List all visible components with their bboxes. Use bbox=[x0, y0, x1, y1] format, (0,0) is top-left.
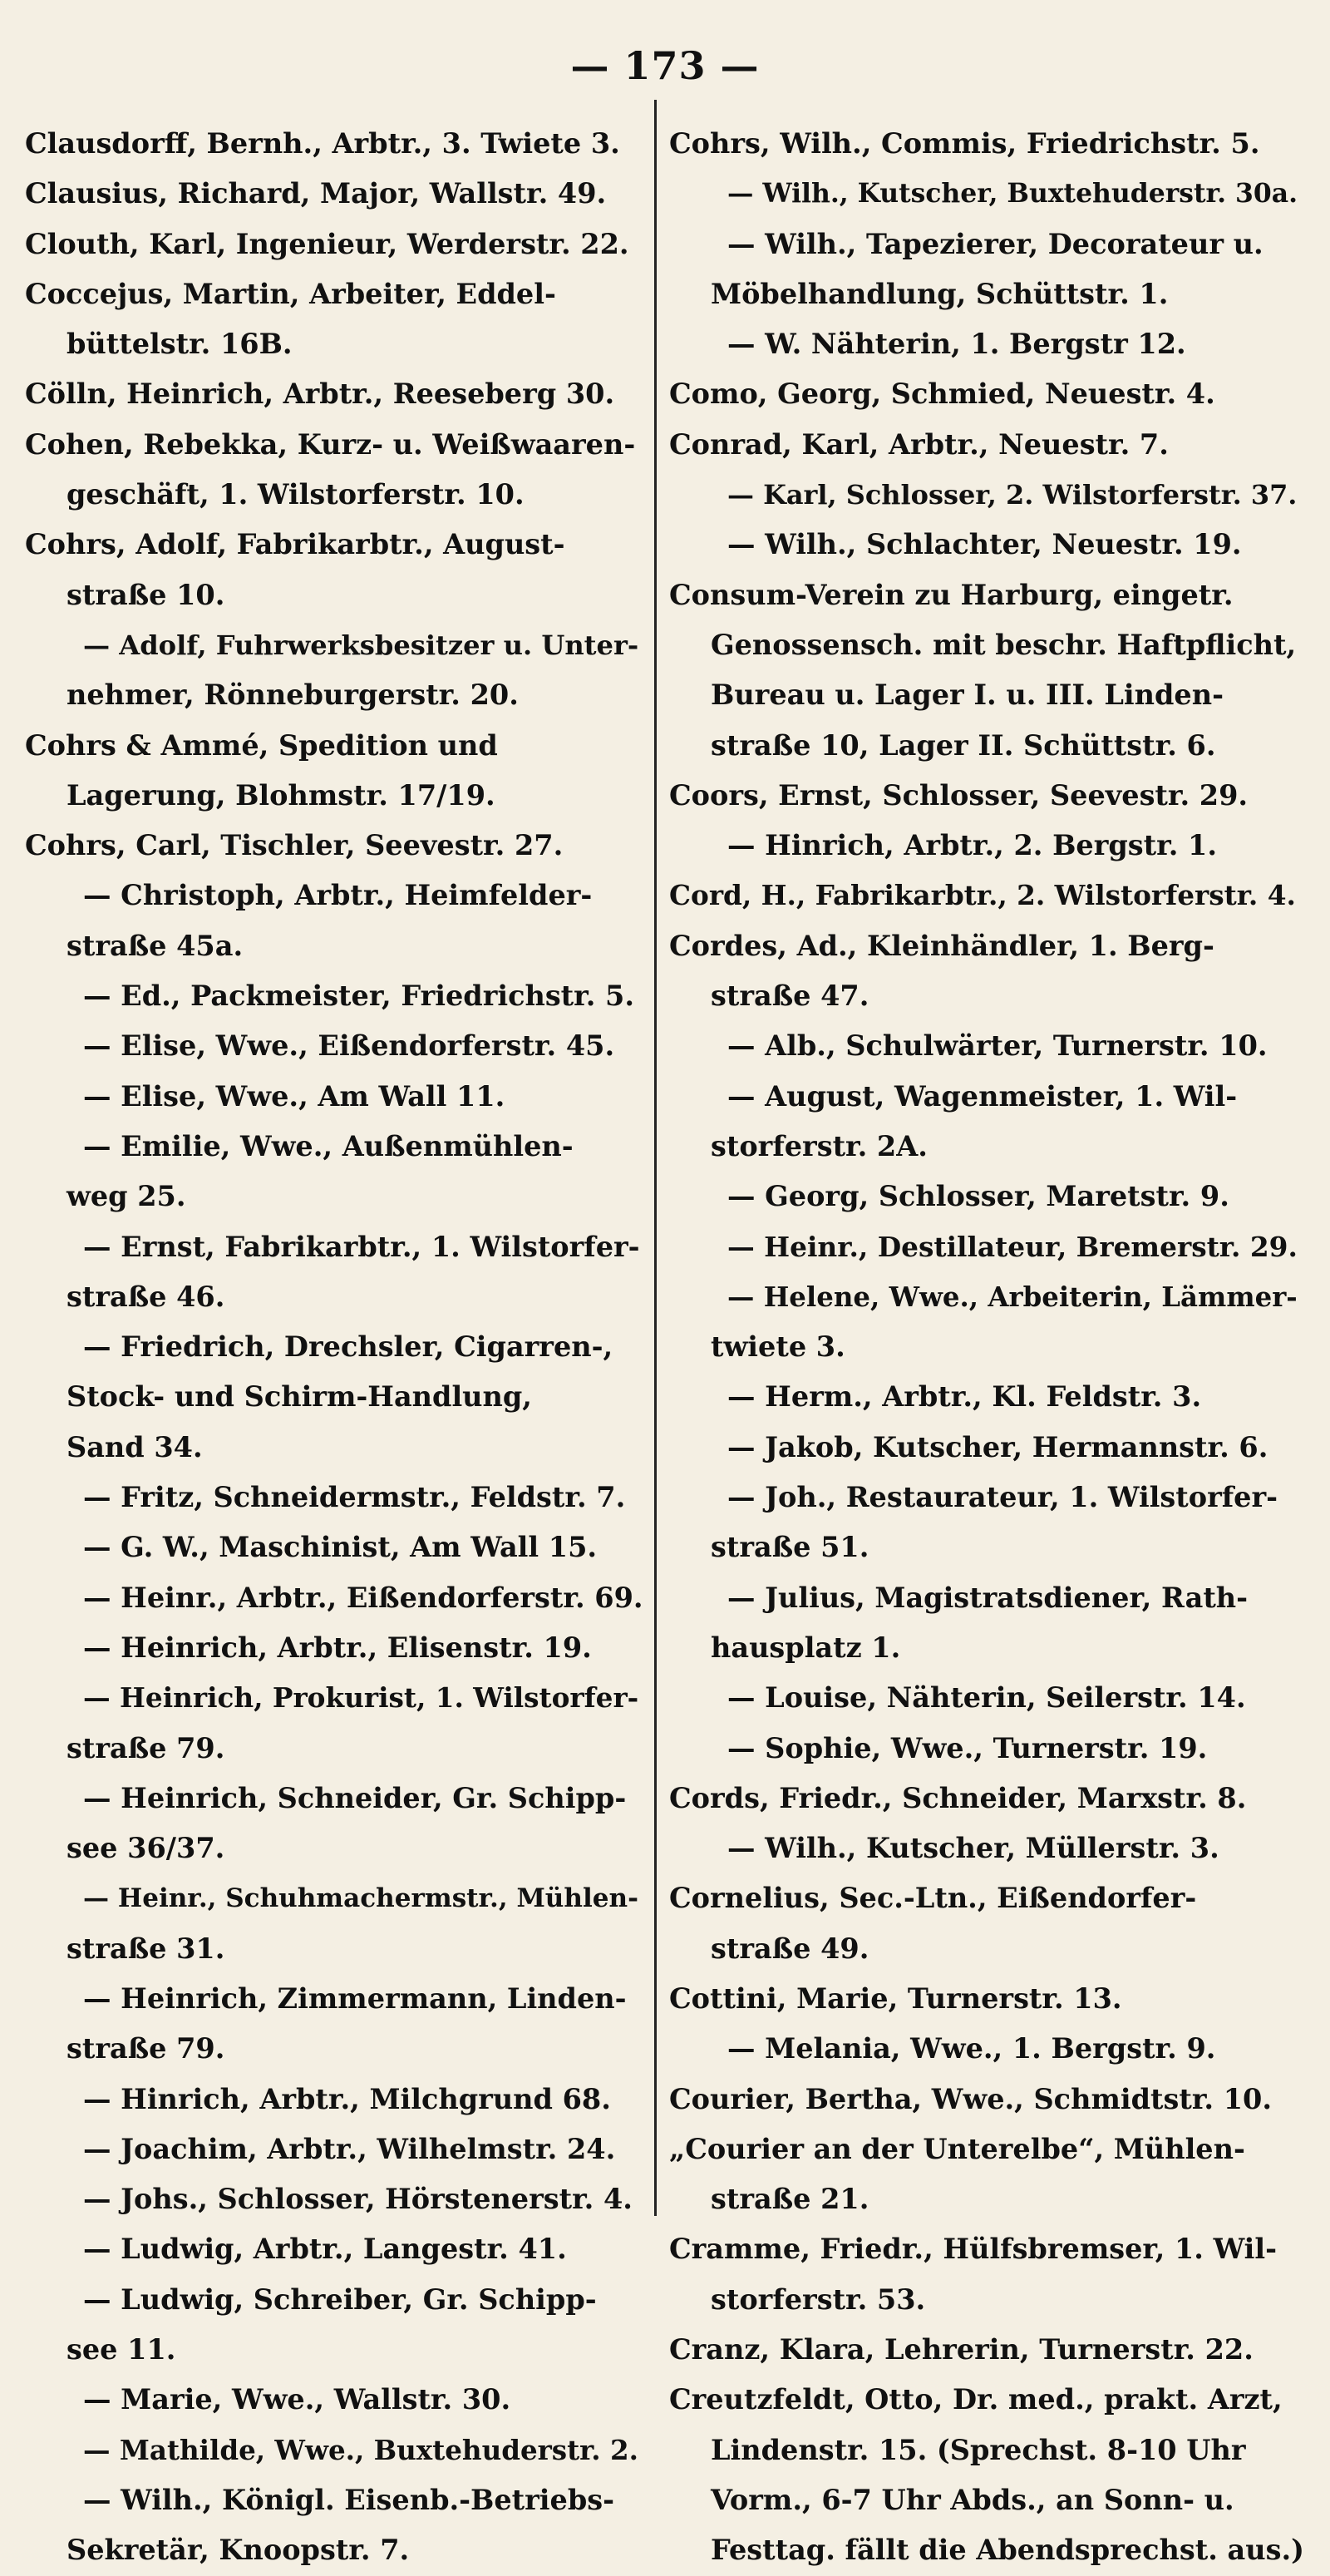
directory-entry: — Elise, Wwe., Am Wall 11. bbox=[83, 1079, 505, 1113]
entry-continuation: storferstr. 2A. bbox=[711, 1129, 928, 1162]
directory-entry: Clouth, Karl, Ingenieur, Werderstr. 22. bbox=[25, 227, 629, 260]
entry-continuation: straße 46. bbox=[66, 1280, 225, 1313]
directory-entry: — Mathilde, Wwe., Buxtehuderstr. 2. bbox=[83, 2433, 638, 2466]
entry-continuation: nehmer, Rönneburgerstr. 20. bbox=[66, 679, 519, 712]
directory-entry: Cranz, Klara, Lehrerin, Turnerstr. 22. bbox=[669, 2333, 1254, 2366]
directory-entry: — Johs., Schlosser, Hörstenerstr. 4. bbox=[83, 2183, 633, 2216]
directory-entry: Coccejus, Martin, Arbeiter, Eddel- bbox=[25, 277, 556, 310]
directory-entry: — Heinr., Schuhmachermstr., Mühlen- bbox=[83, 1883, 638, 1914]
directory-entry: — Georg, Schlosser, Maretstr. 9. bbox=[727, 1180, 1229, 1213]
directory-entry: — Herm., Arbtr., Kl. Feldstr. 3. bbox=[727, 1380, 1202, 1414]
directory-entry: Cramme, Friedr., Hülfsbremser, 1. Wil- bbox=[669, 2233, 1277, 2266]
directory-entry: — Hinrich, Arbtr., 2. Bergstr. 1. bbox=[727, 829, 1217, 862]
entry-continuation: Lindenstr. 15. (Sprechst. 8-10 Uhr bbox=[711, 2433, 1246, 2466]
directory-entry: Cohrs & Ammé, Spedition und bbox=[25, 728, 498, 762]
directory-entry: Cohrs, Wilh., Commis, Friedrichstr. 5. bbox=[669, 127, 1260, 160]
directory-entry: — Ludwig, Schreiber, Gr. Schipp- bbox=[83, 2282, 597, 2316]
directory-entry: — Sophie, Wwe., Turnerstr. 19. bbox=[727, 1731, 1208, 1764]
directory-entry: „Courier an der Unterelbe“, Mühlen- bbox=[669, 2132, 1245, 2165]
directory-entry: — G. W., Maschinist, Am Wall 15. bbox=[83, 1531, 598, 1564]
directory-entry: Cord, H., Fabrikarbtr., 2. Wilstorferstr. 4. bbox=[669, 879, 1296, 912]
directory-entry: — W. Nähterin, 1. Bergstr 12. bbox=[727, 328, 1186, 361]
directory-entry: — Ernst, Fabrikarbtr., 1. Wilstorfer- bbox=[83, 1230, 640, 1263]
directory-entry: — Wilh., Kutscher, Buxtehuderstr. 30a. bbox=[727, 178, 1298, 210]
directory-entry: — Louise, Nähterin, Seilerstr. 14. bbox=[727, 1681, 1246, 1715]
entry-continuation: straße 31. bbox=[66, 1932, 225, 1965]
left-column bbox=[25, 119, 650, 2576]
directory-entry: — Karl, Schlosser, 2. Wilstorferstr. 37. bbox=[727, 479, 1298, 511]
entry-continuation: Vorm., 6-7 Uhr Abds., an Sonn- u. bbox=[711, 2483, 1234, 2516]
directory-entry: Clausdorff, Bernh., Arbtr., 3. Twiete 3. bbox=[25, 127, 620, 160]
entry-continuation: straße 10. bbox=[66, 578, 225, 611]
directory-entry: — Friedrich, Drechsler, Cigarren-, bbox=[83, 1330, 613, 1364]
directory-entry: Consum-Verein zu Harburg, eingetr. bbox=[669, 578, 1234, 611]
entry-continuation: Lagerung, Blohmstr. 17/19. bbox=[66, 778, 495, 812]
directory-entry: — Joh., Restaurateur, 1. Wilstorfer- bbox=[727, 1481, 1278, 1514]
entry-continuation: Festtag. fällt die Abendsprechst. aus.) bbox=[711, 2534, 1304, 2567]
entry-continuation: Sekretär, Knoopstr. 7. bbox=[66, 2534, 410, 2567]
entry-continuation: see 36/37. bbox=[66, 1832, 225, 1865]
directory-entry: Coors, Ernst, Schlosser, Seevestr. 29. bbox=[669, 778, 1249, 812]
directory-entry: Conrad, Karl, Arbtr., Neuestr. 7. bbox=[669, 427, 1169, 461]
directory-entry: — Melania, Wwe., 1. Bergstr. 9. bbox=[727, 2032, 1216, 2065]
directory-entry: — Heinrich, Schneider, Gr. Schipp- bbox=[83, 1781, 627, 1814]
directory-entry: — Marie, Wwe., Wallstr. 30. bbox=[83, 2383, 511, 2416]
entry-continuation: twiete 3. bbox=[711, 1330, 845, 1364]
entry-continuation: Möbelhandlung, Schüttstr. 1. bbox=[711, 277, 1169, 310]
entry-continuation: hausplatz 1. bbox=[711, 1631, 901, 1664]
entry-continuation: straße 10, Lager II. Schüttstr. 6. bbox=[711, 728, 1216, 762]
directory-entry: — Wilh., Tapezierer, Decorateur u. bbox=[727, 227, 1264, 260]
entry-continuation: Stock- und Schirm-Handlung, bbox=[66, 1380, 532, 1414]
directory-entry: — Joachim, Arbtr., Wilhelmstr. 24. bbox=[83, 2132, 616, 2165]
directory-entry: — Heinrich, Prokurist, 1. Wilstorfer- bbox=[83, 1681, 639, 1715]
directory-entry: — Heinrich, Arbtr., Elisenstr. 19. bbox=[83, 1631, 592, 1664]
entry-continuation: Sand 34. bbox=[66, 1430, 203, 1463]
entry-continuation: Genossensch. mit beschr. Haftpflicht, bbox=[711, 628, 1297, 661]
directory-entry: Creutzfeldt, Otto, Dr. med., prakt. Arzt, bbox=[669, 2383, 1283, 2416]
entry-continuation: straße 79. bbox=[66, 2032, 225, 2065]
directory-entry: — Helene, Wwe., Arbeiterin, Lämmer- bbox=[727, 1281, 1298, 1313]
directory-entry: — Adolf, Fuhrwerksbesitzer u. Unter- bbox=[83, 629, 639, 661]
directory-entry: — Hinrich, Arbtr., Milchgrund 68. bbox=[83, 2082, 611, 2115]
directory-entry: — Elise, Wwe., Eißendorferstr. 45. bbox=[83, 1029, 615, 1063]
entry-continuation: see 11. bbox=[66, 2333, 176, 2366]
entry-continuation: straße 45a. bbox=[66, 929, 244, 962]
directory-entry: — Heinr., Destillateur, Bremerstr. 29. bbox=[727, 1230, 1298, 1263]
directory-entry: — Heinr., Arbtr., Eißendorferstr. 69. bbox=[83, 1581, 643, 1614]
entry-continuation: weg 25. bbox=[66, 1180, 186, 1213]
entry-continuation: geschäft, 1. Wilstorferstr. 10. bbox=[66, 478, 525, 511]
column-divider bbox=[654, 100, 657, 2216]
entry-continuation: storferstr. 53. bbox=[711, 2282, 926, 2316]
entry-continuation: Bureau u. Lager I. u. III. Linden- bbox=[711, 679, 1224, 712]
directory-entry: Cohrs, Carl, Tischler, Seevestr. 27. bbox=[25, 829, 564, 862]
entry-continuation: straße 49. bbox=[711, 1932, 869, 1965]
entry-continuation: straße 79. bbox=[66, 1731, 225, 1764]
directory-entry: Cottini, Marie, Turnerstr. 13. bbox=[669, 1981, 1122, 2015]
directory-entry: Cordes, Ad., Kleinhändler, 1. Berg- bbox=[669, 929, 1214, 962]
directory-entry: Cohrs, Adolf, Fabrikarbtr., August- bbox=[25, 528, 565, 561]
entry-continuation: straße 21. bbox=[711, 2183, 869, 2216]
directory-entry: Cords, Friedr., Schneider, Marxstr. 8. bbox=[669, 1781, 1247, 1814]
entry-continuation: straße 47. bbox=[711, 980, 869, 1013]
directory-entry: Cornelius, Sec.-Ltn., Eißendorfer- bbox=[669, 1882, 1197, 1915]
directory-entry: — Alb., Schulwärter, Turnerstr. 10. bbox=[727, 1029, 1268, 1063]
entry-continuation: büttelstr. 16B. bbox=[66, 328, 293, 361]
directory-entry: — Jakob, Kutscher, Hermannstr. 6. bbox=[727, 1430, 1268, 1463]
directory-entry: — Wilh., Kutscher, Müllerstr. 3. bbox=[727, 1832, 1219, 1865]
directory-entry: Courier, Bertha, Wwe., Schmidtstr. 10. bbox=[669, 2082, 1273, 2115]
directory-entry: — Julius, Magistratsdiener, Rath- bbox=[727, 1581, 1249, 1614]
directory-entry: Como, Georg, Schmied, Neuestr. 4. bbox=[669, 378, 1215, 411]
directory-entry: Cölln, Heinrich, Arbtr., Reeseberg 30. bbox=[25, 378, 615, 411]
directory-entry: Cohen, Rebekka, Kurz- u. Weißwaaren- bbox=[25, 427, 636, 461]
directory-entry: — Ed., Packmeister, Friedrichstr. 5. bbox=[83, 980, 635, 1013]
page-number: — 173 — bbox=[570, 43, 760, 88]
directory-entry: — Emilie, Wwe., Außenmühlen- bbox=[83, 1129, 574, 1162]
directory-entry: — August, Wagenmeister, 1. Wil- bbox=[727, 1079, 1238, 1113]
directory-entry: — Fritz, Schneidermstr., Feldstr. 7. bbox=[83, 1481, 626, 1514]
directory-entry: — Wilh., Schlachter, Neuestr. 19. bbox=[727, 528, 1242, 561]
directory-entry: — Ludwig, Arbtr., Langestr. 41. bbox=[83, 2233, 567, 2266]
right-column bbox=[669, 119, 1309, 2576]
directory-entry: — Wilh., Königl. Eisenb.-Betriebs- bbox=[83, 2483, 615, 2516]
directory-entry: — Heinrich, Zimmermann, Linden- bbox=[83, 1981, 627, 2015]
entry-continuation: straße 51. bbox=[711, 1531, 869, 1564]
directory-entry: — Christoph, Arbtr., Heimfelder- bbox=[83, 879, 593, 912]
directory-entry: Clausius, Richard, Major, Wallstr. 49. bbox=[25, 177, 607, 210]
